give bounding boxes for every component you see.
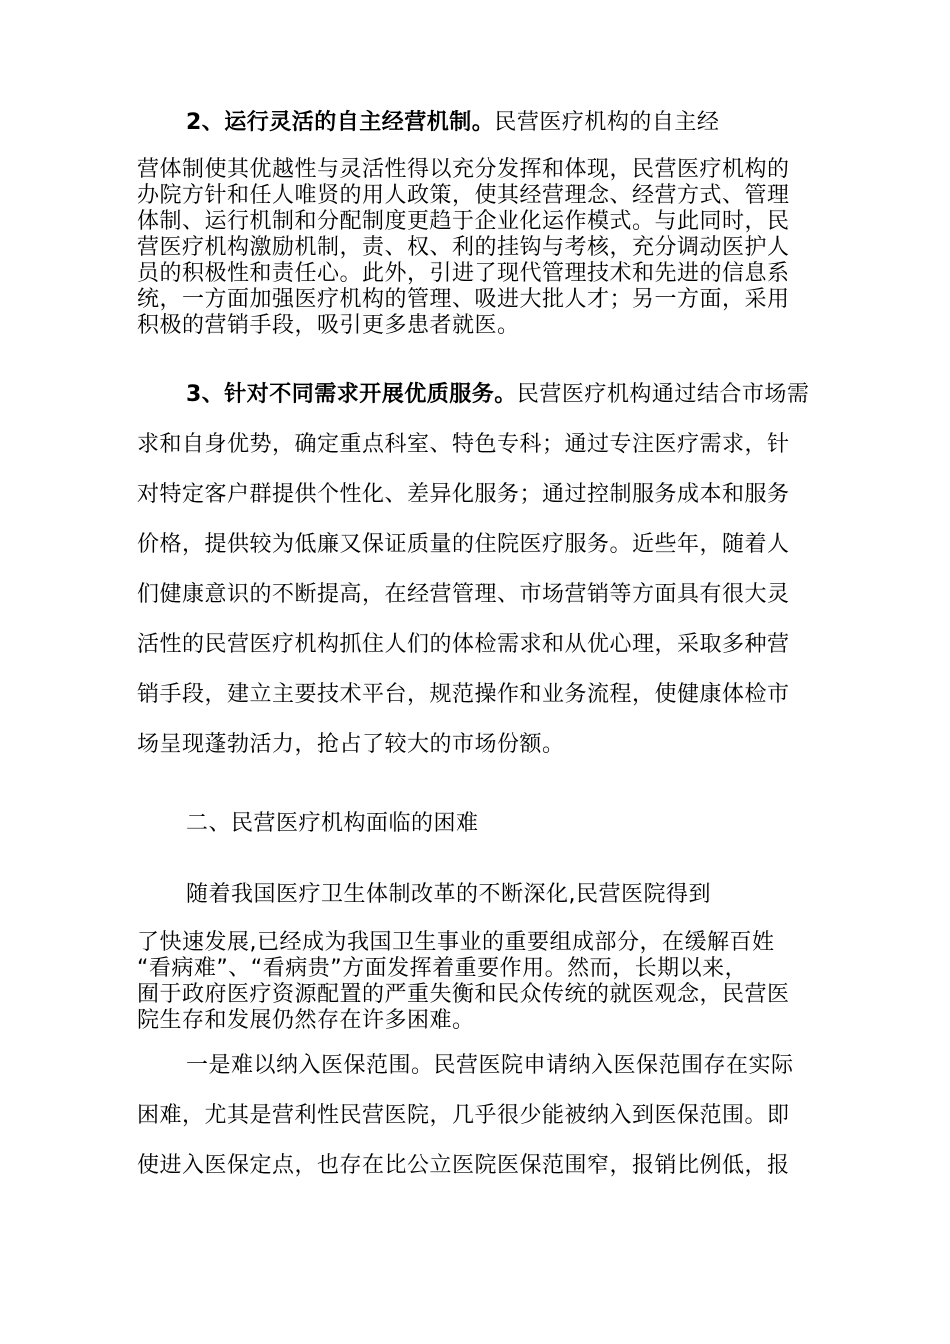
paragraph-3-line: 场呈现蓬勃活力，抢占了较大的市场份额。 xyxy=(137,732,565,757)
paragraph-2-lead xyxy=(186,112,719,134)
paragraph-5-lead: 一是难以纳入医保范围。民营医院申请纳入医保范围存在实际 xyxy=(186,1053,794,1078)
paragraph-2-line: 统，一方面加强医疗机构的管理、吸进大批人才；另一方面，采用 xyxy=(137,287,790,312)
paragraph-4-body xyxy=(137,930,790,1034)
paragraph-3-lead-text: 民营医疗机构通过结合市场需 xyxy=(516,382,810,407)
paragraph-4-line: “看病难”、“看病贵”方面发挥着重要作用。然而，长期以来， xyxy=(137,956,748,981)
paragraph-3-line: 活性的民营医疗机构抓住人们的体检需求和从优心理，采取多种营 xyxy=(137,632,790,657)
paragraph-4-line: 囿于政府医疗资源配置的严重失衡和民众传统的就医观念，民营医 xyxy=(137,982,790,1007)
paragraph-4-line: 院生存和发展仍然存在许多困难。 xyxy=(137,1008,475,1033)
paragraph-3-line: 求和自身优势，确定重点科室、特色专科；通过专注医疗需求，针 xyxy=(137,432,790,457)
section-heading: 二、民营医疗机构面临的困难 xyxy=(186,811,479,836)
paragraph-5-line: 使进入医保定点，也存在比公立医院医保范围窄，报销比例低，报 xyxy=(137,1153,790,1178)
paragraph-2-line: 营体制使其优越性与灵活性得以充分发挥和体现，民营医疗机构的 xyxy=(137,157,790,182)
paragraph-4-lead: 随着我国医疗卫生体制改革的不断深化,民营医院得到 xyxy=(186,882,711,907)
paragraph-3-line: 销手段，建立主要技术平台，规范操作和业务流程，使健康体检市 xyxy=(137,682,790,707)
paragraph-4-line: 了快速发展,已经成为我国卫生事业的重要组成部分，在缓解百姓 xyxy=(137,930,775,955)
paragraph-2-line: 积极的营销手段，吸引更多患者就医。 xyxy=(137,313,520,338)
paragraph-2-line: 办院方针和任人唯贤的用人政策，使其经营理念、经营方式、管理 xyxy=(137,183,790,208)
paragraph-2-line: 营医疗机构激励机制，责、权、利的挂钩与考核，充分调动医护人 xyxy=(137,235,790,260)
paragraph-3-heading: 3、针对不同需求开展优质服务。 xyxy=(186,382,517,407)
paragraph-5-line: 困难，尤其是营利性民营医院，几乎很少能被纳入到医保范围。即 xyxy=(137,1103,790,1128)
paragraph-2-line: 体制、运行机制和分配制度更趋于企业化运作模式。与此同时，民 xyxy=(137,209,790,234)
paragraph-3-line: 对特定客户群提供个性化、差异化服务；通过控制服务成本和服务 xyxy=(137,482,790,507)
paragraph-2-line: 员的积极性和责任心。此外，引进了现代管理技术和先进的信息系 xyxy=(137,261,790,286)
paragraph-3-line: 们健康意识的不断提高，在经营管理、市场营销等方面具有很大灵 xyxy=(137,582,790,607)
paragraph-2-heading: 2、运行灵活的自主经营机制。 xyxy=(186,110,495,135)
paragraph-3-lead xyxy=(186,384,809,406)
paragraph-3-line: 价格，提供较为低廉又保证质量的住院医疗服务。近些年，随着人 xyxy=(137,532,790,557)
paragraph-2-lead-text: 民营医疗机构的自主经 xyxy=(494,110,720,135)
paragraph-2-body xyxy=(137,157,790,339)
